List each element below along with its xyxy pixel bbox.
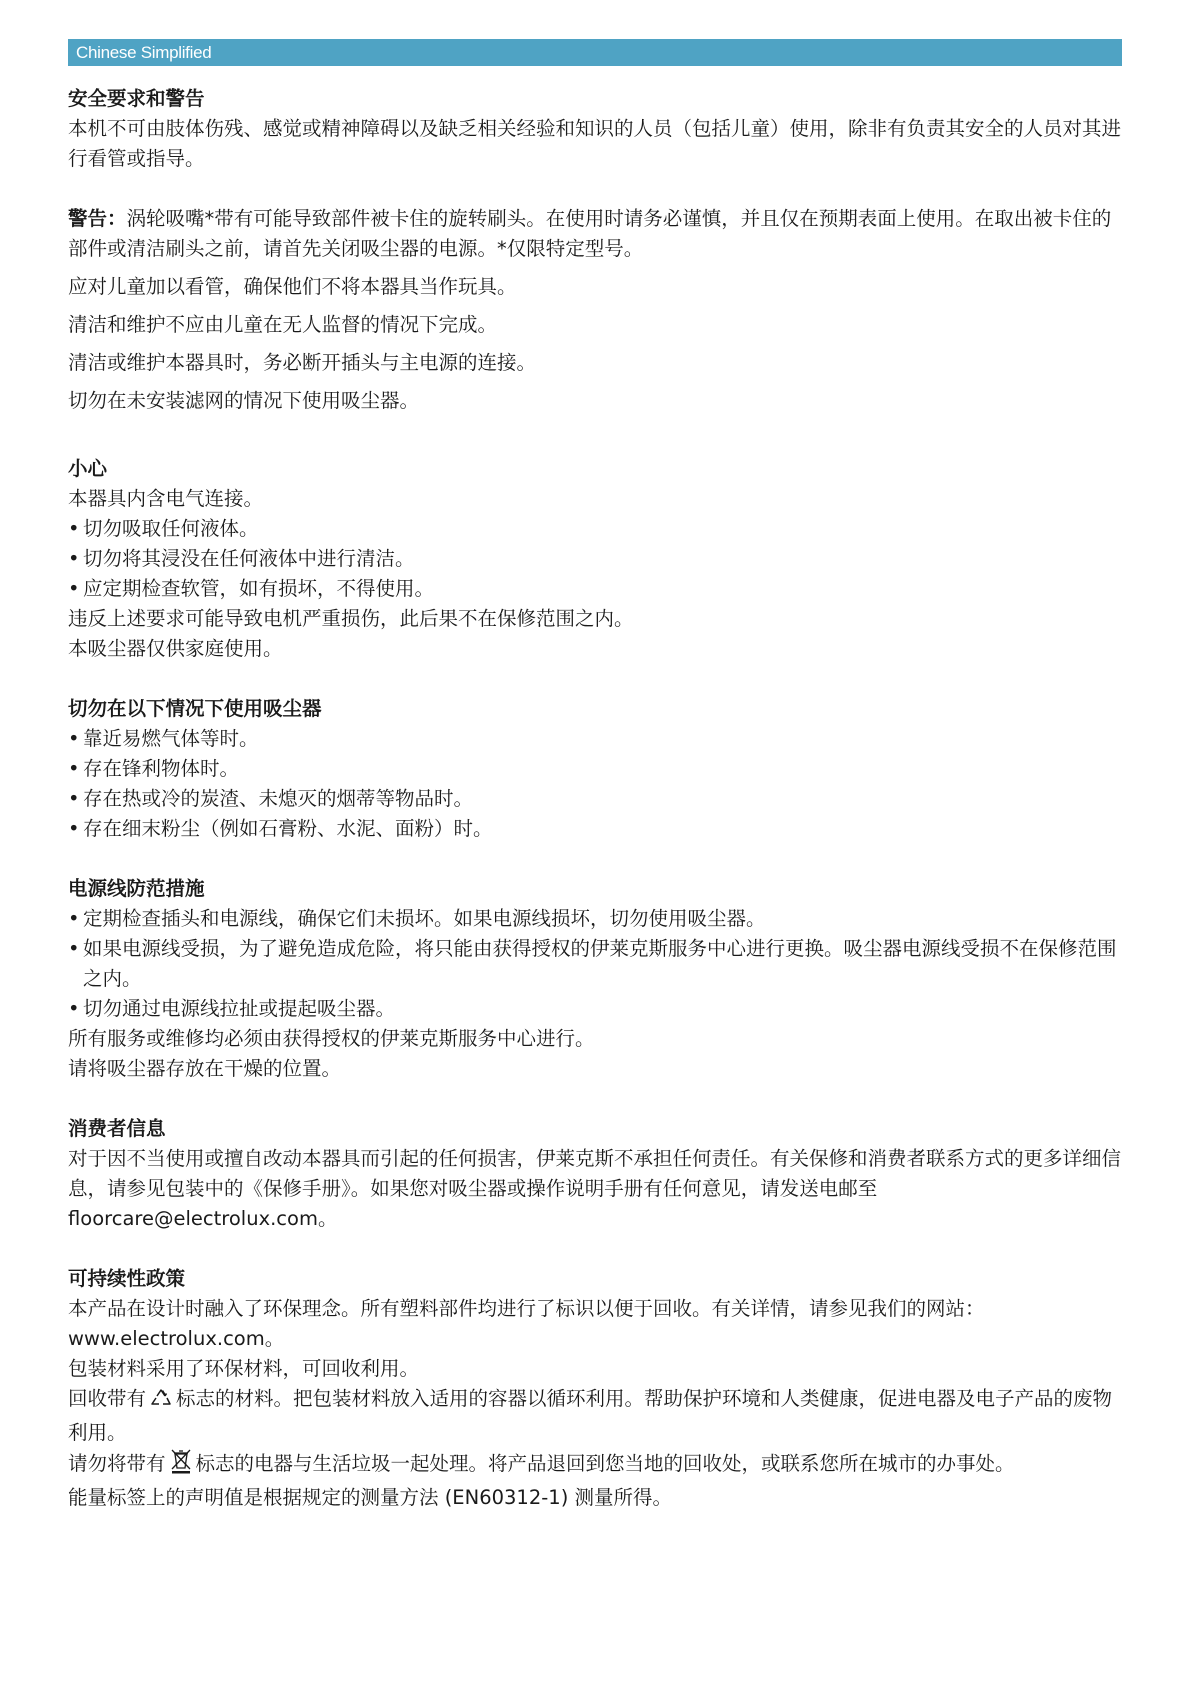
caution-outro-warranty: 违反上述要求可能导致电机严重损伤，此后果不在保修范围之内。 — [68, 607, 634, 630]
list-item: • 切勿吸取任何液体。 — [68, 517, 259, 540]
consumer-text: 对于因不当使用或擅自改动本器具而引起的任何损害，伊莱克斯不承担任何责任。有关保修和消费者联系方式的更多详细信息，请参见包装中的《保修手册》。如果您对吸尘器或操作说明手册有任何意见，请发送电邮至floorcare@electrolux.com。 — [68, 1147, 1122, 1230]
section-never-use — [68, 694, 1128, 844]
list-item: • 存在锋利物体时。 — [68, 757, 240, 780]
list-item: • 靠近易燃气体等时。 — [68, 727, 259, 750]
section-sustainability — [68, 1264, 1128, 1513]
list-item: • 应定期检查软管，如有损坏，不得使用。 — [68, 577, 435, 600]
document-body — [68, 84, 1128, 1513]
section-title: 电源线防范措施 — [68, 877, 205, 900]
list-item: • 切勿通过电源线拉扯或提起吸尘器。 — [68, 997, 396, 1020]
sustainability-para-energy-label: 能量标签上的声明值是根据规定的测量方法 (EN60312-1) 测量所得。 — [68, 1486, 672, 1509]
section-caution — [68, 454, 1128, 664]
section-safety — [68, 84, 1128, 416]
section-title: 安全要求和警告 — [68, 87, 205, 110]
list-item: • 存在细末粉尘（例如石膏粉、水泥、面粉）时。 — [68, 817, 493, 840]
caution-intro: 本器具内含电气连接。 — [68, 487, 264, 510]
crossed-bin-icon — [170, 1448, 192, 1483]
safety-para-cleaning: 清洁和维护不应由儿童在无人监督的情况下完成。 — [68, 313, 498, 336]
list-item: • 如果电源线受损，为了避免造成危险，将只能由获得授权的伊莱克斯服务中心进行更换。吸尘器电源线受损不在保修范围之内。 — [68, 937, 1117, 990]
section-title: 可持续性政策 — [68, 1267, 186, 1290]
cord-outro-service: 所有服务或维修均必须由获得授权的伊莱克斯服务中心进行。 — [68, 1027, 595, 1050]
list-item: • 定期检查插头和电源线，确保它们未损坏。如果电源线损坏，切勿使用吸尘器。 — [68, 907, 766, 930]
safety-para-filter: 切勿在未安装滤网的情况下使用吸尘器。 — [68, 389, 420, 412]
section-title: 小心 — [68, 457, 108, 480]
sustainability-para-weee: 请勿将带有 标志的电器与生活垃圾一起处理。将产品退回到您当地的回收处，或联系您所在城市的办事处。 — [68, 1448, 1128, 1483]
warning-paragraph — [68, 204, 1128, 264]
section-consumer-info — [68, 1114, 1128, 1234]
sustainability-para-recycle: 回收带有 标志的材料。把包装材料放入适用的容器以循环利用。帮助保护环境和人类健康，促进电器及电子产品的废物利用。 — [68, 1387, 1113, 1444]
safety-para-children: 应对儿童加以看管，确保他们不将本器具当作玩具。 — [68, 275, 517, 298]
language-label: Chinese Simplified — [76, 43, 212, 62]
language-header-bar — [68, 39, 1122, 66]
cord-outro-storage: 请将吸尘器存放在干燥的位置。 — [68, 1057, 342, 1080]
list-item: • 切勿将其浸没在任何液体中进行清洁。 — [68, 547, 415, 570]
section-title: 消费者信息 — [68, 1117, 166, 1140]
sustainability-para-design: 本产品在设计时融入了环保理念。所有塑料部件均进行了标识以便于回收。有关详情，请参见我们的网站：www.electrolux.com。 — [68, 1297, 985, 1350]
safety-para-unplug: 清洁或维护本器具时，务必断开插头与主电源的连接。 — [68, 351, 537, 374]
safety-intro: 本机不可由肢体伤残、感觉或精神障碍以及缺乏相关经验和知识的人员（包括儿童）使用，除非有负责其安全的人员对其进行看管或指导。 — [68, 117, 1122, 170]
section-cord — [68, 874, 1128, 1084]
caution-outro-household: 本吸尘器仅供家庭使用。 — [68, 637, 283, 660]
recycle-icon — [150, 1387, 172, 1418]
warning-text: 涡轮吸嘴*带有可能导致部件被卡住的旋转刷头。在使用时请务必谨慎，并且仅在预期表面上使用。在取出被卡住的部件或清洁刷头之前，请首先关闭吸尘器的电源。*仅限特定型号。 — [68, 207, 1112, 260]
sustainability-para-packaging: 包装材料采用了环保材料，可回收利用。 — [68, 1357, 420, 1380]
section-title: 切勿在以下情况下使用吸尘器 — [68, 697, 322, 720]
warning-label: 警告： — [68, 207, 127, 230]
list-item: • 存在热或冷的炭渣、未熄灭的烟蒂等物品时。 — [68, 787, 474, 810]
